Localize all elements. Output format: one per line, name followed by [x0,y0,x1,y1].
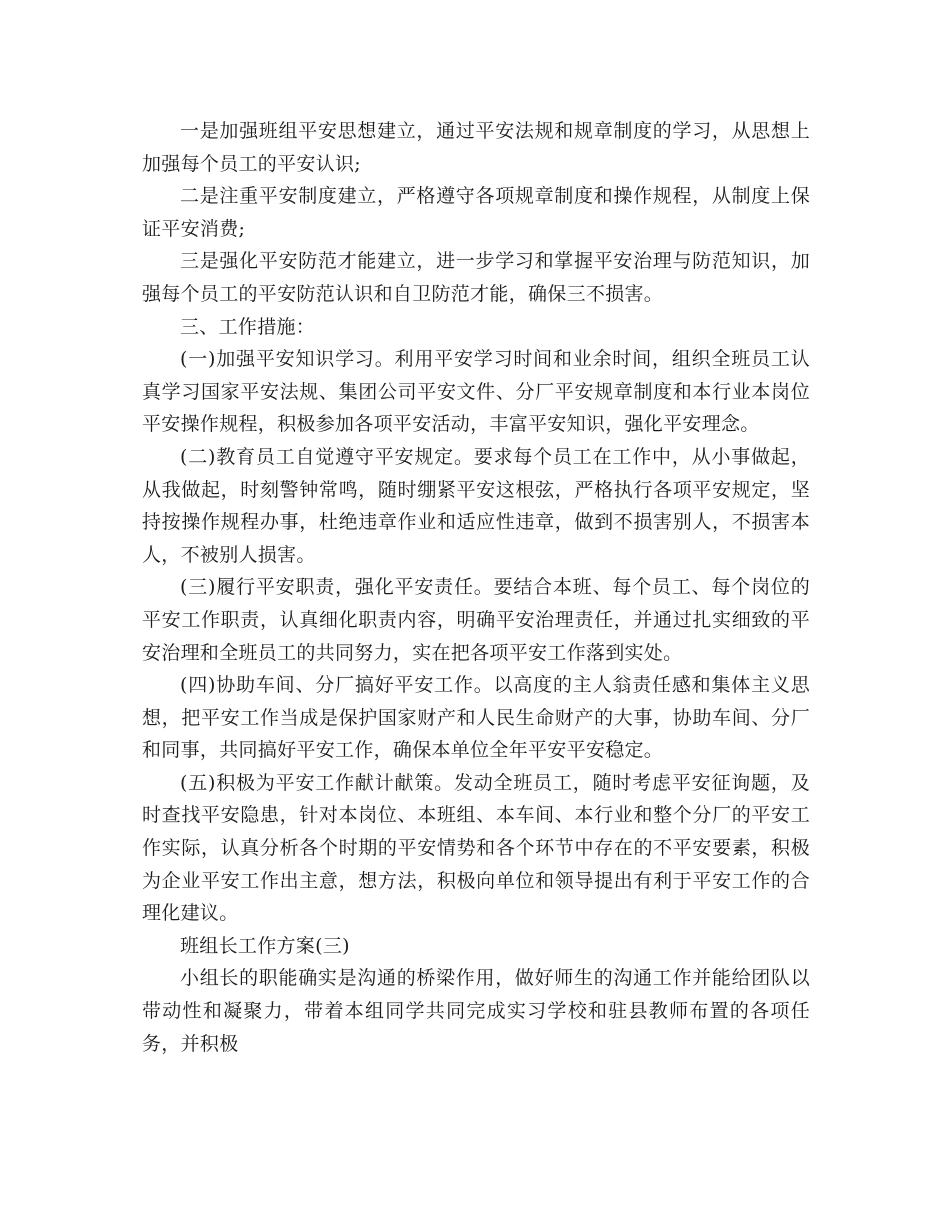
paragraph-measure-2: (二)教育员工自觉遵守平安规定。要求每个员工在工作中，从小事做起，从我做起，时刻警钟常鸣，随时绷紧平安这根弦，严格执行各项平安规定，坚持按操作规程办事，杜绝违章作业和适应性违章，做到不损害别人，不损害本人，不被别人损害。 [142,445,810,566]
paragraph-measure-3: (三)履行平安职责，强化平安责任。要结合本班、每个员工、每个岗位的平安工作职责，认真细化职责内容，明确平安治理责任，并通过扎实细致的平安治理和全班员工的共同努力，实在把各项平安工作落到实处。 [142,576,810,664]
paragraph-measure-4: (四)协助车间、分厂搞好平安工作。以高度的主人翁责任感和集体主义思想，把平安工作当成是保护国家财产和人民生命财产的大事，协助车间、分厂和同事，共同搞好平安工作，确保本单位全年平安平安稳定。 [142,674,810,762]
document-page [142,115,810,1060]
section-heading-work-measures: 三、工作措施： [180,315,316,338]
section-heading-plan-3: 班组长工作方案(三) [180,934,350,957]
paragraph-safety-thinking: 一是加强班组平安思想建立，通过平安法规和规章制度的学习，从思想上加强每个员工的平安认识; [142,120,810,175]
paragraph-group-leader-role: 小组长的职能确实是沟通的桥梁作用，做好师生的沟通工作并能给团队以带动性和凝聚力，带着本组同学共同完成实习学校和驻县教师布置的各项任务，并积极 [142,967,810,1055]
paragraph-safety-system: 二是注重平安制度建立，严格遵守各项规章制度和操作规程，从制度上保证平安消费; [142,185,810,240]
paragraph-measure-1: (一)加强平安知识学习。利用平安学习时间和业余时间，组织全班员工认真学习国家平安法规、集团公司平安文件、分厂平安规章制度和本行业本岗位平安操作规程，积极参加各项平安活动，丰富平安知识，强化平安理念。 [142,348,810,436]
paragraph-safety-ability: 三是强化平安防范才能建立，进一步学习和掌握平安治理与防范知识，加强每个员工的平安防范认识和自卫防范才能，确保三不损害。 [142,250,810,305]
paragraph-measure-5: (五)积极为平安工作献计献策。发动全班员工，随时考虑平安征询题，及时查找平安隐患，针对本岗位、本班组、本车间、本行业和整个分厂的平安工作实际，认真分析各个时期的平安情势和各个环节中存在的不平安要素，积极为企业平安工作出主意，想方法，积极向单位和领导提出有利于平安工作的合理化建议。 [142,771,810,925]
